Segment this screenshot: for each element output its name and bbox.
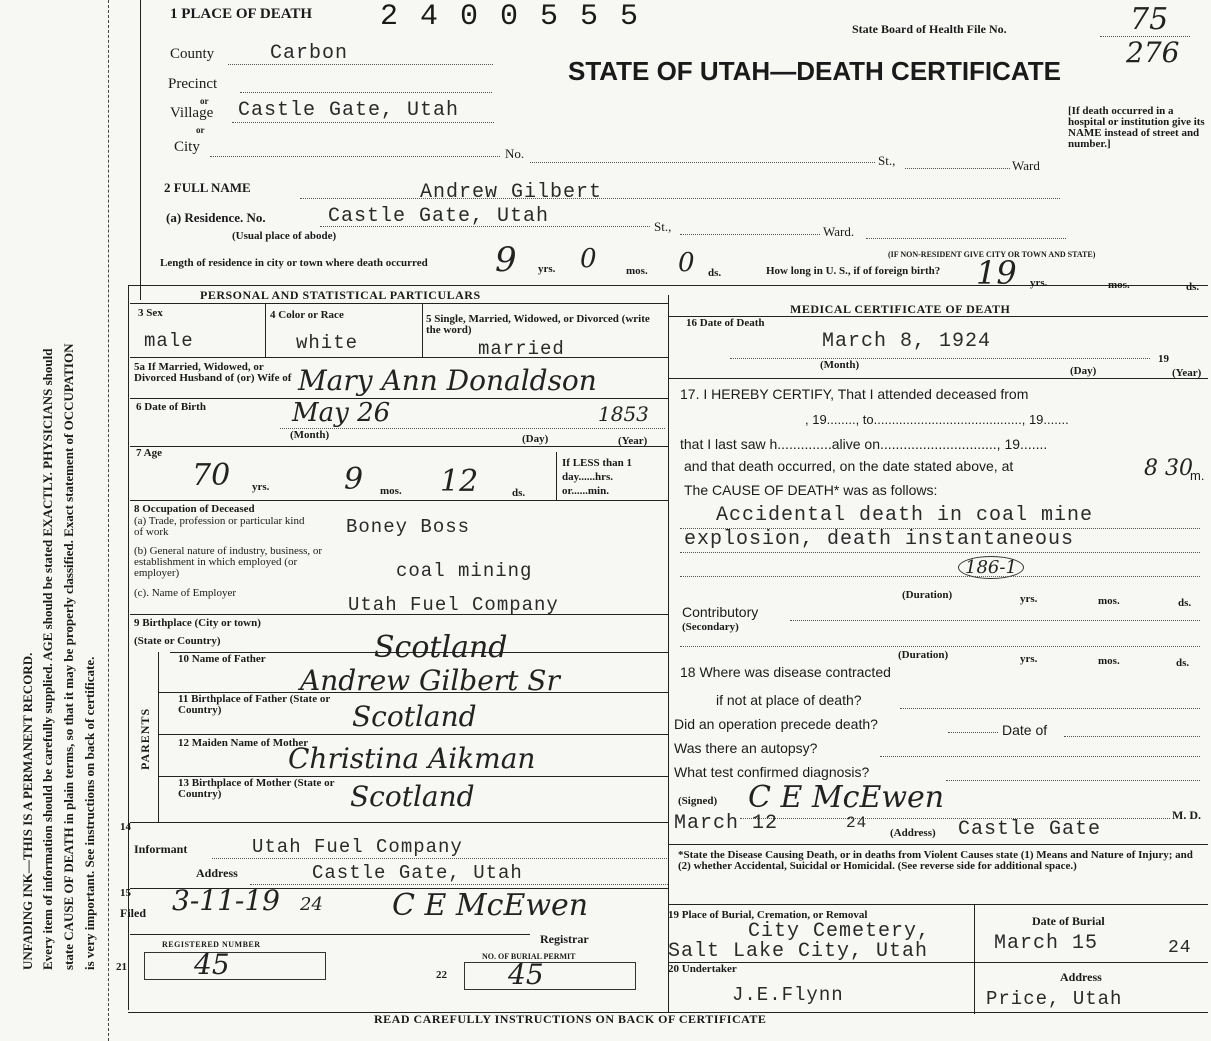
dob-label: 6 Date of Birth [136,401,206,413]
md-label: M. D. [1172,808,1201,822]
employer-label: (c). Name of Employer [134,587,237,599]
autopsy-label: Was there an autopsy? [674,740,818,756]
margin-cut-line [108,0,109,1041]
duration-mos-1: mos. [1098,595,1120,607]
us-mos-caption: mos. [1108,279,1130,291]
margin-text-line2: state CAUSE OF DEATH in plain terms, so that it may be properly classified. Exact statement of OCCUPATION [61,343,76,970]
death-day-caption: (Day) [1070,365,1097,377]
mother-value: Christina Aikman [288,742,536,775]
father-birthplace-value: Scotland [352,700,477,733]
frame-left-top [140,0,141,300]
mother-label: 12 Maiden Name of Mother [178,737,309,749]
spouse-value: Mary Ann Donaldson [298,364,597,397]
father-value: Andrew Gilbert Sr [300,664,560,697]
frame-center [668,295,669,1013]
dob-day-caption: (Day) [522,433,549,445]
age-label: 7 Age [136,447,162,459]
time-m-label: m. [1190,468,1205,483]
filed-date-value: 3-11-19 [172,884,280,917]
us-length-label: How long in U. S., if of foreign birth? [766,265,941,277]
contributory-label: Contributory [682,604,759,620]
margin-text-line3: is very important. See instructions on back of certificate. [82,656,97,970]
certify-from-line: , 19........, to........................................., 19....... [805,412,1069,427]
reg-number-value: 45 [194,948,230,981]
certify-text: 17. I HEREBY CERTIFY, That I attended deceased from [680,386,1029,402]
length-months-value: 0 [580,244,597,274]
father-label: 10 Name of Father [178,653,266,665]
informant-address-value: Castle Gate, Utah [312,862,523,884]
state-board-label: State Board of Health File No. [852,22,1007,36]
spouse-label: 5a If Married, Widowed, or Divorced Husband of (or) Wife of [134,361,292,384]
physician-signature: C E McEwen [748,780,945,815]
no-label: No. [505,146,525,161]
death-nineteen: 19 [1158,353,1169,365]
state-board-number: 75 [1130,2,1169,37]
age-yrs-caption: yrs. [252,481,270,493]
cause-line1-value: Accidental death in coal mine [716,504,1094,527]
informant-address-label: Address [196,866,238,880]
or-text-2: or [196,125,205,135]
length-days-value: 0 [678,248,695,278]
industry-label: (b) General nature of industry, business, or establishment in which employed (or employer) [134,545,323,579]
burial-year-value: 24 [1168,938,1192,958]
personal-section-title: PERSONAL AND STATISTICAL PARTICULARS [200,288,481,302]
test-label: What test confirmed diagnosis? [674,764,870,780]
state-board-number-2: 276 [1126,36,1180,69]
city-label: City [174,139,200,155]
dob-year-caption: (Year) [618,435,648,447]
age-years-value: 70 [192,458,231,493]
footer-instructions: READ CAREFULLY INSTRUCTIONS ON BACK OF CERTIFICATE [374,1012,767,1026]
duration-label-1: (Duration) [902,589,953,601]
full-name-label: 2 FULL NAME [164,180,251,195]
marital-value: married [478,338,565,360]
parents-label: PARENTS [138,707,152,770]
undertaker-address-label: Address [1060,970,1102,984]
filed-number: 15 [120,887,131,899]
employer-value: Utah Fuel Company [348,594,559,616]
secondary-label: (Secondary) [682,621,739,633]
informant-label: Informant [134,842,188,856]
industry-value: coal mining [396,560,533,582]
operation-date-label: Date of [1002,722,1048,738]
county-label: County [170,46,215,62]
marital-label: 5 Single, Married, Widowed, or Divorced (write the word) [426,313,650,336]
physician-address-value: Castle Gate [958,818,1102,841]
dob-value: May 26 [292,398,391,428]
father-birthplace-label: 11 Birthplace of Father (State or Country) [178,693,331,716]
cause-label: The CAUSE OF DEATH* was as follows: [684,482,938,498]
length-years-value: 9 [495,240,517,280]
residence-ward-label: Ward. [823,224,855,239]
undertaker-label: 20 Undertaker [668,963,737,975]
cause-code: 186-1 [958,556,1024,579]
duration-ds-2: ds. [1176,657,1190,669]
color-value: white [296,332,359,354]
death-month-caption: (Month) [820,359,860,371]
village-label: Village [170,105,214,121]
dob-year-value: 1853 [598,402,649,426]
reg-number-label: REGISTERED NUMBER [162,940,261,949]
death-year-caption: (Year) [1172,367,1202,379]
undertaker-address-value: Price, Utah [986,988,1123,1010]
date-of-death-label: 16 Date of Death [686,317,765,329]
certificate-title: STATE OF UTAH—DEATH CERTIFICATE [568,56,1061,86]
death-occurred-line: and that death occurred, on the date stated above, at [684,458,1014,474]
q18-label: 18 Where was disease contracted [680,664,891,680]
duration-yrs-2: yrs. [1020,653,1038,665]
color-label: 4 Color or Race [270,309,344,321]
place-of-death-label: 1 PLACE OF DEATH [170,6,313,22]
burial-date-value: March 15 [994,932,1099,955]
length-yrs-caption: yrs. [538,263,556,275]
age-mos-caption: mos. [380,485,402,497]
undertaker-value: J.E.Flynn [732,984,844,1006]
frame-left [128,285,129,1010]
usual-place-caption: (Usual place of abode) [232,230,337,242]
date-of-death-value: March 8, 1924 [822,330,992,353]
burial-number-22: 22 [436,969,447,981]
sex-value: male [144,330,194,352]
us-ds-caption: ds. [1186,281,1200,293]
full-name-value: Andrew Gilbert [420,181,603,204]
residence-value: Castle Gate, Utah [328,205,550,228]
last-saw-line: that I last saw h..............alive on.............................., 19....... [680,436,1048,452]
st-label: St., [878,153,896,168]
less-than-day-label: If LESS than 1 day......hrs. or......min. [562,457,633,497]
filed-label: Filed [120,906,146,920]
signed-date-value: March 12 [674,812,779,835]
us-yrs-caption: yrs. [1030,277,1048,289]
burial-place-value: City Cemetery, [748,920,931,943]
age-ds-caption: ds. [512,487,526,499]
informant-number: 14 [120,821,131,833]
village-value: Castle Gate, Utah [238,99,460,122]
burial-permit-value: 45 [508,958,544,991]
hospital-note: [If death occurred in a hospital or institution give its NAME instead of street and number.] [1068,105,1205,150]
operation-label: Did an operation precede death? [674,716,878,732]
ward-label: Ward [1012,158,1040,173]
informant-value: Utah Fuel Company [252,836,463,858]
cause-footnote: *State the Disease Causing Death, or in deaths from Violent Causes state (1) Means and Nature of Injury; and (2) whether Accidental, Suicidal or Homicidal. (See reverse side for additional space.) [678,849,1193,872]
margin-text-line1: Every item of information should be carefully supplied. AGE should be stated EXACTLY. PHYSICIANS should [40,348,55,970]
signed-year-value: 24 [846,814,868,832]
duration-yrs-1: yrs. [1020,593,1038,605]
burial-date-label: Date of Burial [1032,914,1105,928]
dob-month-caption: (Month) [290,429,330,441]
trade-value: Boney Boss [346,516,471,538]
duration-mos-2: mos. [1098,655,1120,667]
burial-place-label: 19 Place of Burial, Cremation, or Removal [668,909,868,921]
county-value: Carbon [270,42,349,65]
medical-section-title: MEDICAL CERTIFICATE OF DEATH [790,302,1011,316]
length-residence-label: Length of residence in city or town where death occurred [160,257,428,269]
registrar-signature: C E McEwen [392,888,589,923]
precinct-label: Precinct [168,76,218,92]
reg-number-21: 21 [116,961,127,973]
residence-label: (a) Residence. No. [166,210,266,225]
burial-permit-label: NO. OF BURIAL PERMIT [482,952,576,961]
birthplace-label: 9 Birthplace (City or town) [134,617,261,629]
birthplace-sub-label: (State or Country) [134,635,221,647]
signed-label: (Signed) [678,795,718,807]
length-mos-caption: mos. [626,265,648,277]
age-days-value: 12 [440,464,479,499]
birthplace-value: Scotland [374,630,508,665]
filed-year-value: 24 [300,894,323,915]
age-months-value: 9 [344,462,364,497]
certificate-number: 2 4 0 0 5 5 5 [380,0,641,34]
nonresident-note: (IF NON-RESIDENT GIVE CITY OR TOWN AND STATE) [888,250,1096,259]
or-text-1: or [200,96,209,106]
mother-birthplace-value: Scotland [350,780,475,813]
q18b-label: if not at place of death? [716,692,862,708]
duration-ds-1: ds. [1178,597,1192,609]
occupation-label: 8 Occupation of Deceased [134,503,255,515]
burial-place-value-2: Salt Lake City, Utah [668,940,929,963]
physician-address-label: (Address) [890,827,936,839]
residence-st-label: St., [654,219,672,234]
margin-text-line0: UNFADING INK—THIS IS A PERMANENT RECORD. [20,652,35,970]
mother-birthplace-label: 13 Birthplace of Mother (State or Country) [178,777,335,800]
us-years-value: 19 [976,254,1017,292]
cause-line2-value: explosion, death instantaneous [684,528,1075,551]
sex-label: 3 Sex [138,307,163,319]
length-ds-caption: ds. [708,267,722,279]
duration-label-2: (Duration) [898,649,949,661]
time-of-death-value: 8 30 [1144,456,1193,481]
registrar-label: Registrar [540,932,589,946]
trade-label: (a) Trade, profession or particular kind of work [134,515,305,538]
